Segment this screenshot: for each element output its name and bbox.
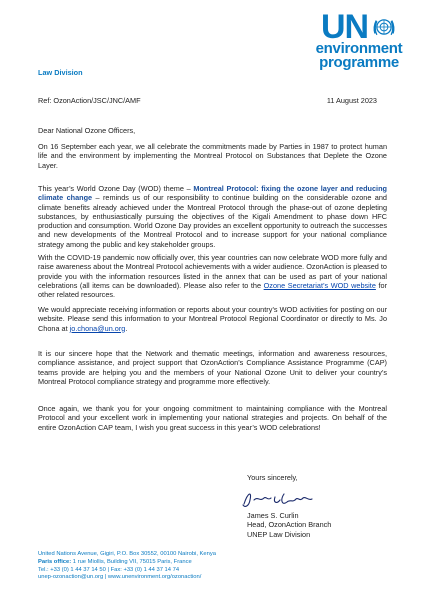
resources-text: With the COVID-19 pandemic now officially over, this year countries can now celebrate WOD more fully and raise awareness about the Montreal Protocol achievements with a wider audience. OzonAction is pleased to provide you with the information resources listed in the annex that can be used as part of your national celebrations (all items can be downloaded). Please also refer to the xyxy=(38,253,387,290)
resources-tail-text: for other related resources. xyxy=(38,280,387,300)
theme-body-text: – reminds us of our responsibility to continue building on the considerable ozone and climate benefits already achieved under the Montreal Protocol through the phase-out of ozone depleting substances, by enthusiastically pursuing the objectives of the Kigali Amendment to phase down HFC production and consumption. World Ozone Day provides an excellent opportunity to outreach the successes and new developments of the Montreal Protocol and to increase support for your national compliance strategy among the public and key stakeholder groups. xyxy=(38,193,387,249)
handwritten-signature xyxy=(240,488,322,510)
paragraph-theme xyxy=(38,184,387,249)
footer-contact: unep-ozonaction@un.org | www.unenvironment.org/ozonaction/ xyxy=(38,574,202,581)
footer-address xyxy=(38,551,216,582)
closing: Yours sincerely, xyxy=(247,473,298,482)
footer-phone: Tel.: +33 (0) 1 44 37 14 50 | Fax: +33 (0) 1 44 37 14 74 xyxy=(38,566,180,573)
paragraph-resources xyxy=(38,253,387,299)
wod-theme: Montreal Protocol: fixing the ozone layer and reducing climate change xyxy=(38,184,387,203)
salutation: Dear National Ozone Officers, xyxy=(38,126,136,135)
reports-text: We would appreciate receiving information or reports about your country’s WOD activities for posting on our website. Please send this information to your Montreal Protocol Regional Coordinator or directly to Ms. Jo Chona at xyxy=(38,305,387,333)
logo-programme-text: programme xyxy=(319,54,399,71)
division-name: Law Division xyxy=(38,68,83,77)
paragraph-support xyxy=(38,349,387,386)
signatory-block xyxy=(247,511,331,539)
paragraph-thanks-text: Once again, we thank you for your ongoing commitment to maintaining compliance with the Montreal Protocol and your excellent work in implementing your national strategies and projects. On behalf of the entire OzonAction CAP team, I wish you great success in this year’s WOD celebrations! xyxy=(38,404,387,432)
reports-tail-text: . xyxy=(125,323,128,333)
logo-un-text: UN xyxy=(320,8,369,46)
paragraph-thanks xyxy=(38,404,387,432)
paragraph-reports xyxy=(38,305,387,333)
letter-date: 11 August 2023 xyxy=(326,96,377,105)
logo-environment-text: environment xyxy=(315,40,403,57)
footer-paris-address: 1 rue Miollis, Building VII, 75015 Paris, France xyxy=(71,558,192,565)
ozone-secretariat-link[interactable]: Ozone Secretariat’s WOD website xyxy=(263,280,376,290)
email-link[interactable]: jo.chona@un.org xyxy=(69,323,126,333)
paragraph-support-text: It is our sincere hope that the Network and thematic meetings, information and awareness resources, compliance assistance, and project support that OzonAction’s Compliance Assistance Programme (CAP) teams provide are helping you and the members of your National Ozone Unit to deliver your country’s Montreal Protocol compliance strategy and programme more effectively. xyxy=(38,349,387,386)
unep-logo xyxy=(314,8,404,71)
signatory-unit: UNEP Law Division xyxy=(247,529,311,539)
footer-paris xyxy=(38,559,216,567)
paragraph-intro-text: On 16 September each year, we all celebrate the commitments made by Parties in 1987 to protect human life and the environment by implementing the Montreal Protocol on Substances that Deplete the Ozone Layer. xyxy=(38,142,387,170)
paragraph-intro xyxy=(38,142,387,170)
footer-paris-label: Paris office: xyxy=(38,558,72,565)
theme-lead-text: This year’s World Ozone Day (WOD) theme – xyxy=(38,184,194,193)
signatory-title: Head, OzonAction Branch xyxy=(247,520,332,530)
footer-nairobi: United Nations Avenue, Gigiri, P.O. Box 30552, 00100 Nairobi, Kenya xyxy=(38,551,216,557)
reference-number: Ref: OzonAction/JSC/JNC/AMF xyxy=(38,96,141,105)
signatory-name: James S. Curlin xyxy=(247,511,299,520)
un-emblem-icon xyxy=(371,14,397,40)
